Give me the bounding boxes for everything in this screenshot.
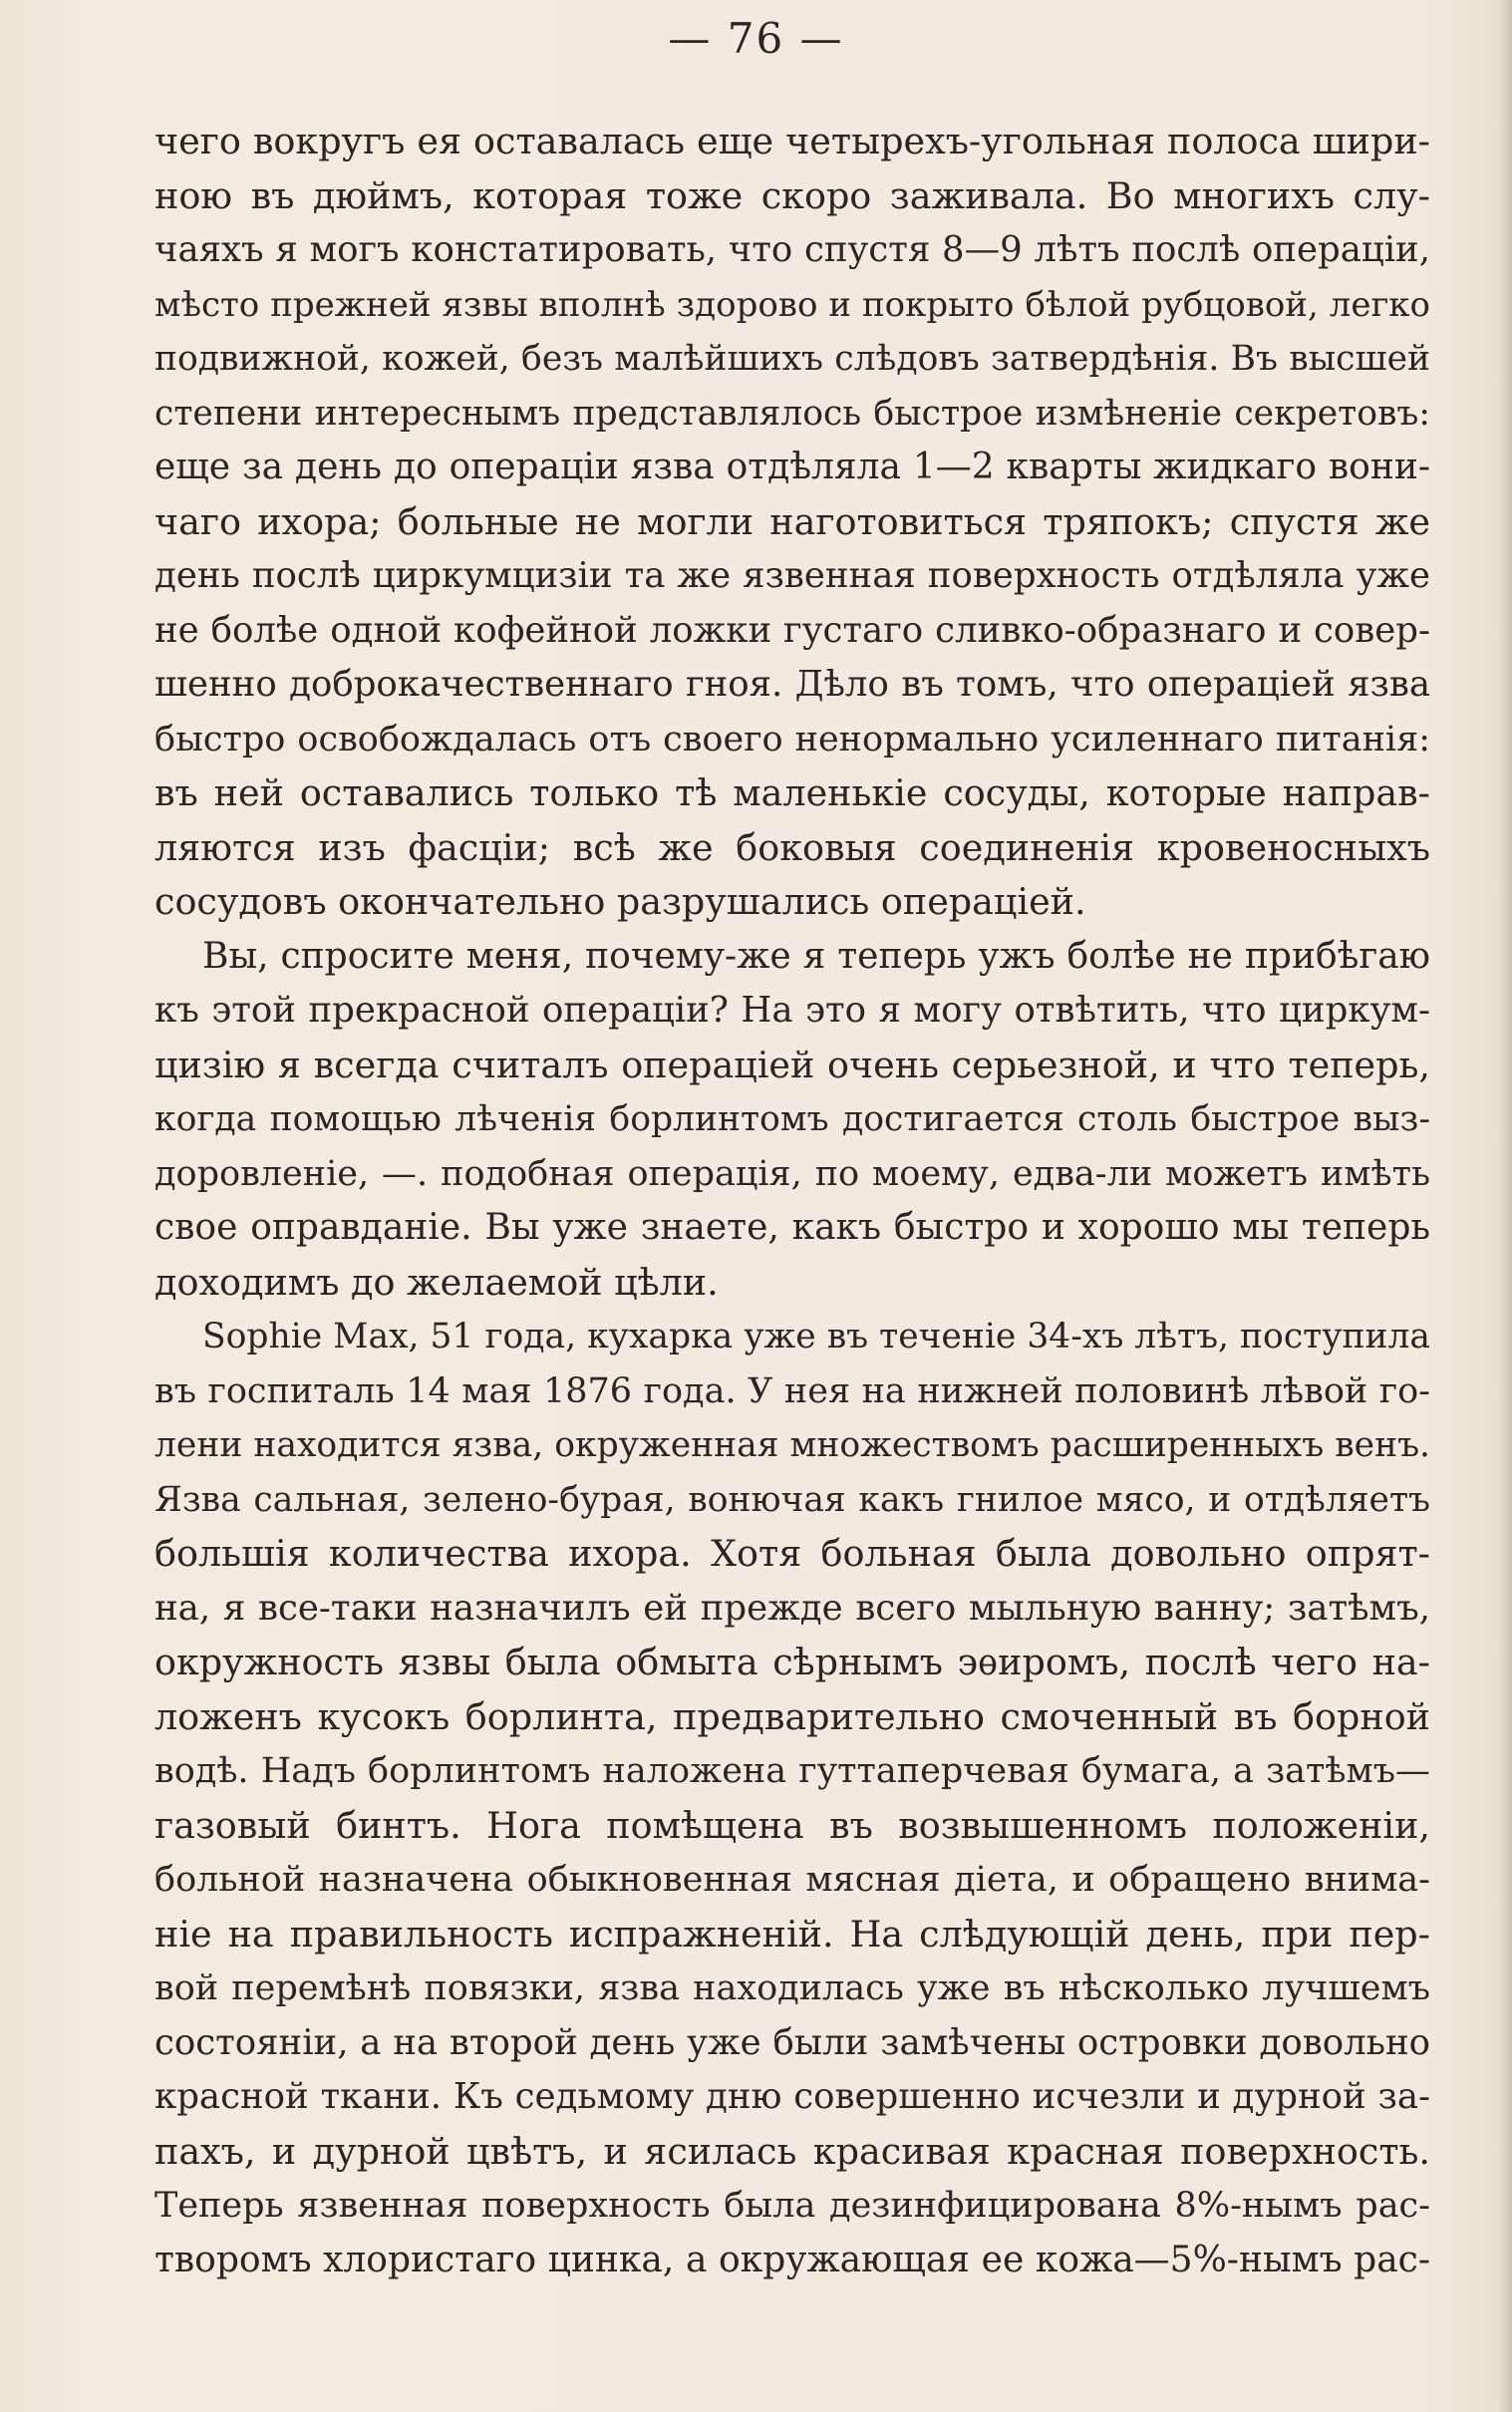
text-line: свое оправданіе. Вы уже знаете, какъ быстро и хорошо мы теперь	[154, 1207, 1430, 1248]
page-number: — 76 —	[668, 14, 844, 63]
text-line: чаго ихора; больные не могли наготовиться тряпокъ; спустя же	[154, 499, 1430, 543]
text-line: вой перемѣнѣ повязки, язва находилась уже въ нѣсколько лучшемъ	[154, 1968, 1430, 2008]
text-line: степени интереснымъ представлялось быстрое измѣненіе секретовъ:	[154, 393, 1430, 434]
text-line: чаяхъ я могъ констатировать, что спустя 8—9 лѣтъ послѣ операціи,	[154, 229, 1430, 270]
text-line: окружность язвы была обмыта сѣрнымъ эѳиромъ, послѣ чего на-	[154, 1641, 1430, 1683]
text-line: на, я все-таки назначилъ ей прежде всего мыльную ванну; затѣмъ,	[154, 1587, 1430, 1629]
text-line: къ этой прекрасной операціи? На это я могу отвѣтить, что циркум-	[154, 990, 1430, 1031]
text-line: ложенъ кусокъ борлинта, предварительно смоченный въ борной	[154, 1694, 1430, 1738]
text-line: въ госпиталь 14 мая 1876 года. У нея на нижней половинѣ лѣвой го-	[154, 1370, 1430, 1411]
text-line: водѣ. Надъ борлинтомъ наложена гуттаперчевая бумага, а затѣмъ—	[154, 1751, 1430, 1791]
text-line: большія количества ихора. Хотя больная была довольно опрят-	[154, 1532, 1430, 1575]
text-line: мѣсто прежней язвы вполнѣ здорово и покрыто бѣлой рубцовой, легко	[154, 284, 1430, 325]
page-edge-shadow	[1498, 0, 1512, 2412]
text-line: день послѣ циркумцизіи та же язвенная поверхность отдѣляла уже	[154, 555, 1430, 596]
text-line: Sophie Max, 51 года, кухарка уже въ теченіе 34-хъ лѣтъ, поступила	[202, 1317, 1430, 1357]
body-text	[154, 115, 1430, 2287]
text-line: чего вокругъ ея оставалась еще четырехъ-угольная полоса шири-	[154, 120, 1430, 162]
text-line: цизію я всегда считалъ операціей очень серьезной, и что теперь,	[154, 1043, 1430, 1086]
text-line: красной ткани. Къ седьмому дню совершенно исчезли и дурной за-	[154, 2076, 1430, 2117]
text-line: Вы, спросите меня, почему-же я теперь ужъ болѣе не прибѣгаю	[202, 935, 1430, 977]
text-line: ною въ дюймъ, которая тоже скоро заживала. Во многихъ слу-	[154, 173, 1430, 217]
text-line: газовый бинтъ. Нога помѣщена въ возвышенномъ положеніи,	[154, 1803, 1430, 1847]
text-line: пахъ, и дурной цвѣтъ, и ясилась красивая красная поверхность.	[154, 2129, 1430, 2173]
text-line: ніе на правильность испражненій. На слѣдующій день, при пер-	[154, 1912, 1430, 1956]
text-line: подвижной, кожей, безъ малѣйшихъ слѣдовъ затвердѣнія. Въ высшей	[154, 339, 1430, 379]
text-line: творомъ хлористаго цинка, а окружающая ее кожа—5%-нымъ рас-	[154, 2239, 1430, 2280]
text-line: шенно доброкачественнаго гноя. Дѣло въ томъ, что операціей язва	[154, 664, 1430, 705]
text-line: когда помощью лѣченія борлинтомъ достигается столь быстрое выз-	[154, 1099, 1430, 1139]
text-line: Язва сальная, зелено-бурая, вонючая какъ гнилое мясо, и отдѣляетъ	[154, 1479, 1430, 1520]
text-line: сосудовъ окончательно разрушались операціей.	[154, 880, 1086, 923]
text-line: Теперь язвенная поверхность была дезинфицирована 8%-нымъ рас-	[154, 2186, 1430, 2226]
text-line: состояніи, а на второй день уже были замѣчены островки довольно	[154, 2021, 1430, 2063]
text-line: лени находится язва, окруженная множествомъ расширенныхъ венъ.	[154, 1425, 1430, 1465]
text-line: доровленіе, —. подобная операція, по моему, едва-ли можетъ имѣть	[154, 1153, 1430, 1194]
text-line: въ ней оставались только тѣ маленькіе сосуды, которые направ-	[154, 771, 1430, 814]
text-line: еще за день до операціи язва отдѣляла 1—2 кварты жидкаго вони-	[154, 447, 1430, 487]
text-line: быстро освобождалась отъ своего ненормально усиленнаго питанія:	[154, 719, 1430, 759]
text-line: ляются изъ фасціи; всѣ же боковыя соединенія кровеносныхъ	[154, 825, 1430, 869]
text-line: доходимъ до желаемой цѣли.	[154, 1260, 719, 1304]
text-line: не болѣе одной кофейной ложки густаго сливко-образнаго и совер-	[154, 609, 1430, 651]
text-line: больной назначена обыкновенная мясная діета, и обращено внима-	[154, 1860, 1430, 1900]
